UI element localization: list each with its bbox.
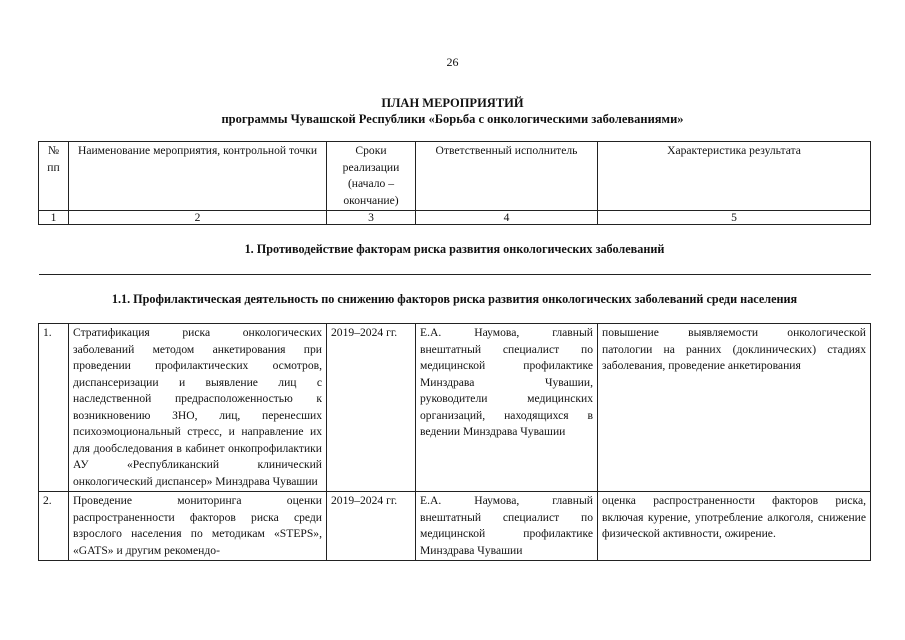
column-number: 5 (598, 211, 871, 225)
header-result: Характеристика результата (598, 142, 871, 211)
header-responsible: Ответственный исполнитель (416, 142, 598, 211)
row-name: Стратификация риска онкологических заболеваний методом анкетирования при проведении профилактических осмотров, диспансеризации и выявление лиц с наследственной предрасположенностью к возникновению ЗНО, лиц, перенесших психоэмоциональный стресс, и направление их для дообследования в кабинет онкопрофилактики АУ «Республиканский клинический онкологический диспансер» Минздрава Чувашии (69, 324, 327, 492)
row-result: оценка распространенности факторов риска, включая курение, употребление алкоголя, снижение физической активности, ожирение. (598, 492, 871, 561)
subsection-row (39, 275, 871, 324)
subsection-heading: 1.1. Профилактическая деятельность по снижению факторов риска развития онкологических заболеваний среди населения (39, 275, 871, 324)
column-number: 4 (416, 211, 598, 225)
title-line-2: программы Чувашской Республики «Борьба с онкологическими заболеваниями» (221, 112, 684, 126)
plan-table (38, 141, 871, 561)
row-name: Проведение мониторинга оценки распространенности факторов риска среди взрослого населения по методикам «STEPS», «GATS» и другим рекомендо- (69, 492, 327, 561)
row-num: 2. (39, 492, 69, 561)
table-row (39, 492, 871, 561)
column-number: 2 (69, 211, 327, 225)
title-line-1: ПЛАН МЕРОПРИЯТИЙ (381, 96, 524, 110)
row-period: 2019–2024 гг. (327, 492, 416, 561)
header-name: Наименование мероприятия, контрольной точки (69, 142, 327, 211)
section-heading: 1. Противодействие факторам риска развития онкологических заболеваний (39, 225, 871, 275)
section-row (39, 225, 871, 275)
page-number: 26 (446, 55, 459, 69)
row-result: повышение выявляемости онкологической патологии на ранних (доклинических) стадиях заболевания, проведение анкетирования (598, 324, 871, 492)
table-row (39, 324, 871, 492)
row-period: 2019–2024 гг. (327, 324, 416, 492)
header-period: Сроки реализации (начало – окончание) (327, 142, 416, 211)
column-number: 3 (327, 211, 416, 225)
table-header-row (39, 142, 871, 211)
column-number: 1 (39, 211, 69, 225)
column-number-row (39, 211, 871, 225)
row-responsible: Е.А. Наумова, главный внештатный специалист по медицинской профилактике Минздрава Чувашии, руководители медицинских организаций, находящихся в ведении Минздрава Чувашии (416, 324, 598, 492)
row-num: 1. (39, 324, 69, 492)
header-num: № пп (39, 142, 69, 211)
document-title (0, 95, 905, 127)
row-responsible: Е.А. Наумова, главный внештатный специалист по медицинской профилактике Минздрава Чувашии (416, 492, 598, 561)
